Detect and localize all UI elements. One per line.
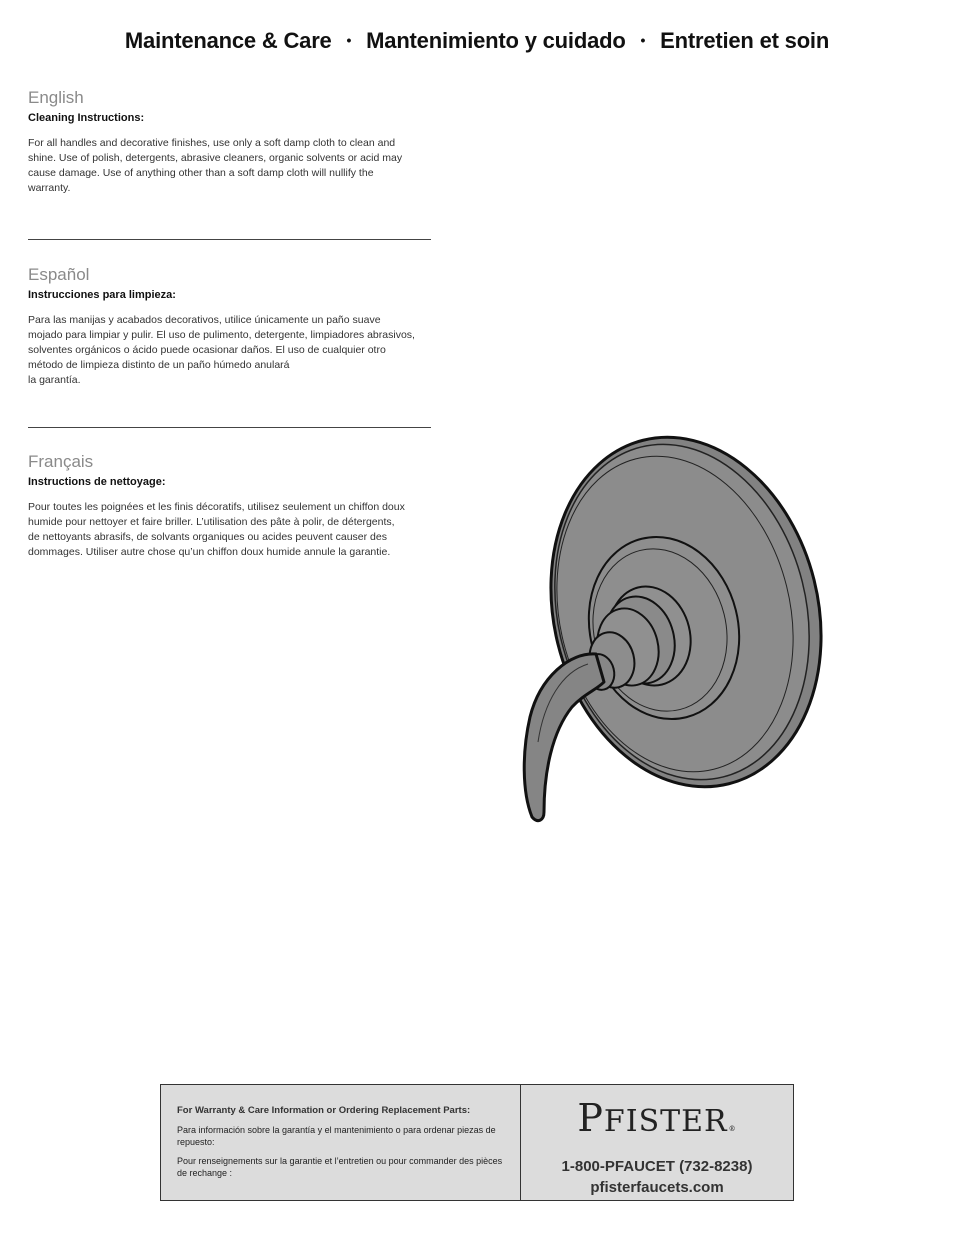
instructions-heading: Instructions de nettoyage: xyxy=(28,476,166,488)
section-french xyxy=(28,452,468,560)
section-spanish xyxy=(28,265,468,388)
language-heading: Español xyxy=(28,265,90,284)
instructions-text: Pour toutes les poignées et les finis décoratifs, utilisez seulement un chiffon doux humide pour nettoyer et faire briller. L’utilisation des pâte à polir, de détergents, de nettoyants abrasifs, de solvants organiques ou acides peuvent causer des dommages. Utiliser autre chose qu’un chiffon doux humide annule la garantie. xyxy=(28,501,405,558)
pfister-logo: PFISTER® xyxy=(577,1096,737,1140)
footer-spanish-line: Para información sobre la garantía y el mantenimiento o para ordenar piezas de repuesto: xyxy=(177,1125,496,1147)
instructions-text: For all handles and decorative finishes, use only a soft damp cloth to clean and shine. Use of polish, detergents, abrasive cleaners, organic solvents or acid may cause damage. Use of anything other than a soft damp cloth will nullify the warranty. xyxy=(28,137,403,194)
title-english: Maintenance & Care xyxy=(124,28,332,53)
section-divider xyxy=(28,239,431,240)
section-english xyxy=(28,88,468,196)
language-heading: Français xyxy=(28,452,94,471)
title-french: Entretien et soin xyxy=(660,28,830,53)
section-divider xyxy=(28,427,431,428)
title-separator-2: • xyxy=(640,32,646,48)
phone-number[interactable]: 1-800-PFAUCET (732-8238) xyxy=(561,1158,753,1175)
footer-brand xyxy=(521,1085,793,1200)
page-title xyxy=(0,28,954,54)
footer-contact-box xyxy=(160,1084,794,1201)
valve-trim-handle-illustration xyxy=(500,432,840,832)
instructions-heading: Instrucciones para limpieza: xyxy=(28,289,176,301)
footer-french-line: Pour renseignements sur la garantie et l’entretien ou pour commander des pièces de rechange : xyxy=(177,1156,503,1178)
website-link[interactable]: pfisterfaucets.com xyxy=(590,1179,724,1196)
instructions-heading: Cleaning Instructions: xyxy=(28,112,145,124)
language-heading: English xyxy=(28,88,84,107)
footer-heading: For Warranty & Care Information or Ordering Replacement Parts: xyxy=(177,1105,471,1116)
instructions-text: Para las manijas y acabados decorativos, utilice únicamente un paño suave mojado para limpiar y pulir. El uso de pulimento, detergente, limpiadores abrasivos, solventes orgánicos o ácido puede ocasionar daños. El uso de cualquier otro método de limpieza distinto de un paño húmedo anulará la garantía. xyxy=(28,314,415,386)
footer-info xyxy=(161,1085,521,1200)
title-spanish: Mantenimiento y cuidado xyxy=(366,28,626,53)
title-separator-1: • xyxy=(346,32,352,48)
